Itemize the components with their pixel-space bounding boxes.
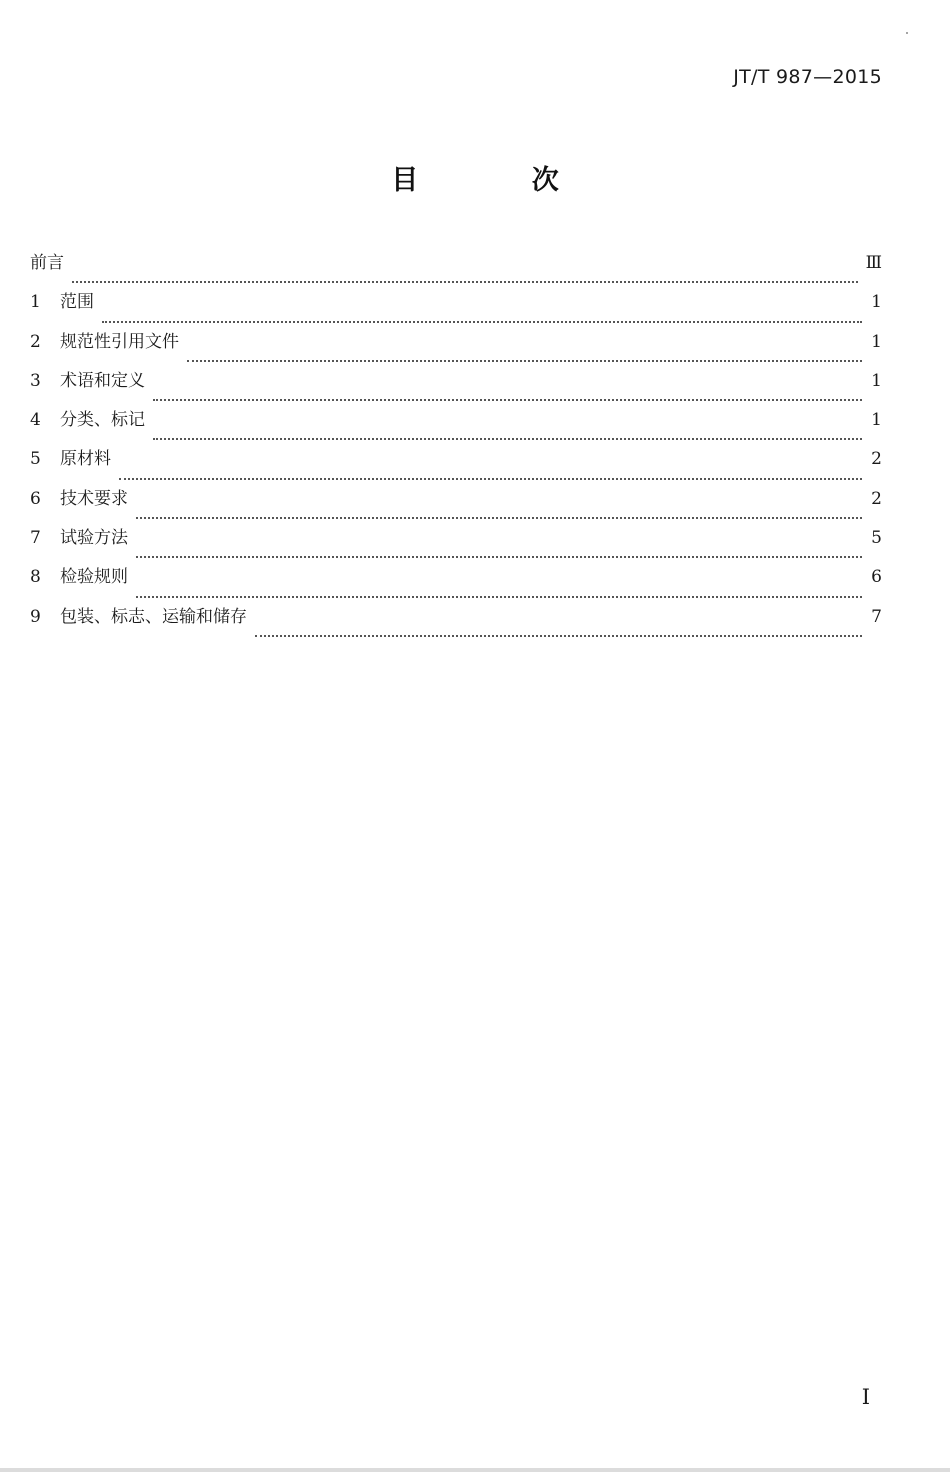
toc-leader xyxy=(136,516,862,519)
toc-row-1[interactable] xyxy=(30,289,882,328)
standard-code: JT/T 987—2015 xyxy=(733,66,882,88)
toc-row-2[interactable] xyxy=(30,329,882,368)
toc-page: Ⅲ xyxy=(865,253,882,273)
toc-title: 包装、标志、运输和储存 xyxy=(60,606,247,627)
toc-number: 7 xyxy=(30,528,41,549)
page-number: I xyxy=(861,1385,870,1409)
toc-row-3[interactable] xyxy=(30,368,882,407)
toc-title: 术语和定义 xyxy=(60,370,145,391)
toc-number: 3 xyxy=(30,370,41,391)
toc-title: 检验规则 xyxy=(60,567,128,588)
toc-title: 范围 xyxy=(60,292,94,313)
toc-number: 9 xyxy=(30,606,41,627)
toc-row-8[interactable] xyxy=(30,564,882,603)
toc-title: 分类、标记 xyxy=(60,410,145,431)
toc-leader xyxy=(72,280,858,283)
page-title: 目 次 xyxy=(391,165,611,196)
toc-leader xyxy=(255,634,862,637)
toc-row-4[interactable] xyxy=(30,407,882,446)
toc-page: 1 xyxy=(871,331,882,352)
scan-edge xyxy=(0,1468,950,1472)
toc-page: 1 xyxy=(871,370,882,391)
toc-page: 6 xyxy=(871,567,882,588)
toc-row-9[interactable] xyxy=(30,604,882,643)
toc-page: 1 xyxy=(871,410,882,431)
toc-leader xyxy=(153,398,862,401)
toc-leader xyxy=(187,359,862,362)
toc-title: 原材料 xyxy=(60,449,111,470)
toc-title: 前言 xyxy=(30,253,64,273)
toc-title: 技术要求 xyxy=(60,488,128,509)
toc-row-6[interactable] xyxy=(30,486,882,525)
toc-leader xyxy=(136,555,862,558)
toc-leader xyxy=(136,595,862,598)
toc-page: 5 xyxy=(871,528,882,549)
toc-row-5[interactable] xyxy=(30,446,882,485)
toc-title: 规范性引用文件 xyxy=(60,331,179,352)
toc-number: 2 xyxy=(30,331,41,352)
toc-number: 8 xyxy=(30,567,41,588)
toc-title: 试验方法 xyxy=(60,528,128,549)
toc-leader xyxy=(153,437,862,440)
scan-artifact xyxy=(906,32,908,34)
toc-number: 6 xyxy=(30,488,41,509)
toc-page: 7 xyxy=(871,606,882,627)
toc-page: 2 xyxy=(871,449,882,470)
toc-number: 5 xyxy=(30,449,41,470)
table-of-contents xyxy=(30,250,882,643)
toc-page: 1 xyxy=(871,292,882,313)
toc-leader xyxy=(119,477,862,480)
toc-number: 4 xyxy=(30,410,41,431)
toc-number: 1 xyxy=(30,292,41,313)
toc-page: 2 xyxy=(871,488,882,509)
toc-leader xyxy=(102,320,862,323)
toc-row-preface[interactable] xyxy=(30,250,882,289)
toc-row-7[interactable] xyxy=(30,525,882,564)
